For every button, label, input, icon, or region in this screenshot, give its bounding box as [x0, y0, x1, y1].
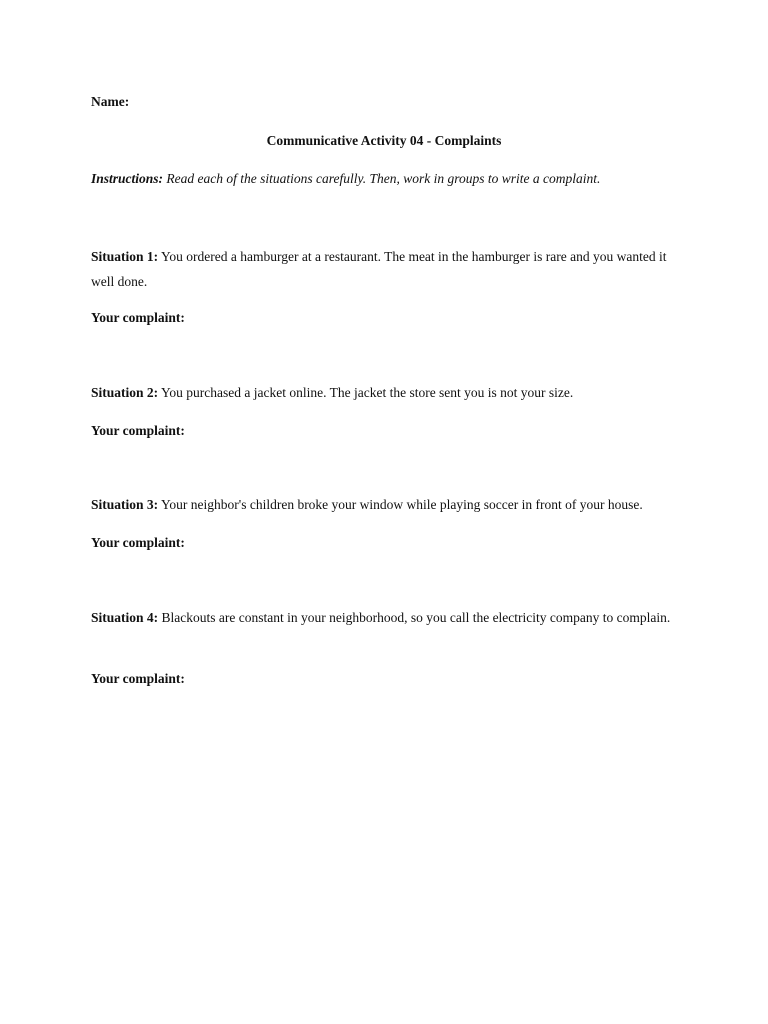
situation-4	[91, 605, 681, 630]
situation-3	[91, 492, 681, 517]
complaint-label-1: Your complaint:	[91, 310, 185, 325]
situation-text: Blackouts are constant in your neighborhood, so you call the electricity company to complain.	[161, 610, 671, 625]
situation-1	[91, 244, 681, 294]
situation-text: Your neighbor's children broke your window while playing soccer in front of your house.	[161, 497, 643, 512]
complaint-label-2: Your complaint:	[91, 423, 185, 438]
situation-label: Situation 1:	[91, 249, 159, 264]
instructions-text: Read each of the situations carefully. Then, work in groups to write a complaint.	[166, 171, 601, 186]
complaint-label-4: Your complaint:	[91, 671, 185, 686]
situation-2	[91, 380, 681, 405]
instructions-label: Instructions:	[91, 171, 164, 186]
situation-label: Situation 2:	[91, 385, 159, 400]
document-title: Communicative Activity 04 - Complaints	[266, 133, 502, 148]
situation-label: Situation 3:	[91, 497, 159, 512]
situation-text: You purchased a jacket online. The jacket the store sent you is not your size.	[161, 385, 574, 400]
complaint-label-3: Your complaint:	[91, 535, 185, 550]
name-label: Name:	[91, 94, 130, 109]
situation-text: You ordered a hamburger at a restaurant. The meat in the hamburger is rare and you wanted it well done.	[91, 249, 667, 289]
instructions	[91, 166, 681, 191]
situation-label: Situation 4:	[91, 610, 159, 625]
